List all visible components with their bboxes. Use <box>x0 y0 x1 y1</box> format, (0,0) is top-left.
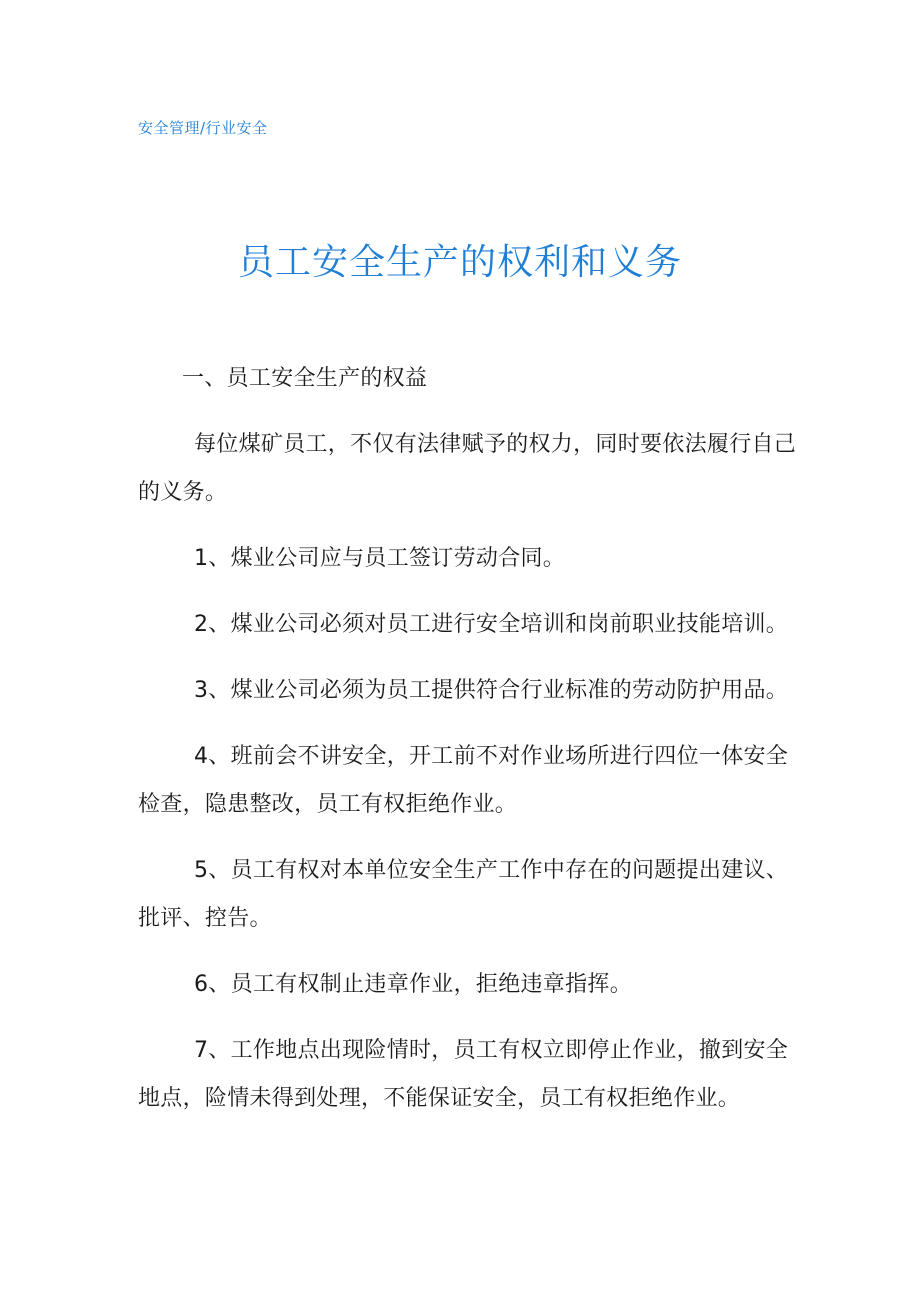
document-title: 员工安全生产的权利和义务 <box>237 242 682 283</box>
list-item-7: 7、工作地点出现险情时，员工有权立即停止作业，撤到安全地点，险情未得到处理，不能保证安全，员工有权拒绝作业。 <box>138 1038 789 1111</box>
intro-paragraph: 每位煤矿员工，不仅有法律赋予的权力，同时要依法履行自己的义务。 <box>138 432 797 505</box>
list-item-5: 5、员工有权对本单位安全生产工作中存在的问题提出建议、批评、控告。 <box>138 858 789 931</box>
document-category: 安全管理/行业安全 <box>138 119 268 137</box>
list-item-3: 3、煤业公司必须为员工提供符合行业标准的劳动防护用品。 <box>194 678 789 703</box>
document-body <box>138 355 803 1141</box>
list-item-4: 4、班前会不讲安全，开工前不对作业场所进行四位一体安全检查，隐患整改，员工有权拒绝作业。 <box>138 744 789 817</box>
list-item-1: 1、煤业公司应与员工签订劳动合同。 <box>194 546 566 571</box>
section-heading: 一、员工安全生产的权益 <box>182 366 428 391</box>
list-item-2: 2、煤业公司必须对员工进行安全培训和岗前职业技能培训。 <box>194 612 789 637</box>
list-item-6: 6、员工有权制止违章作业，拒绝违章指挥。 <box>194 972 632 997</box>
